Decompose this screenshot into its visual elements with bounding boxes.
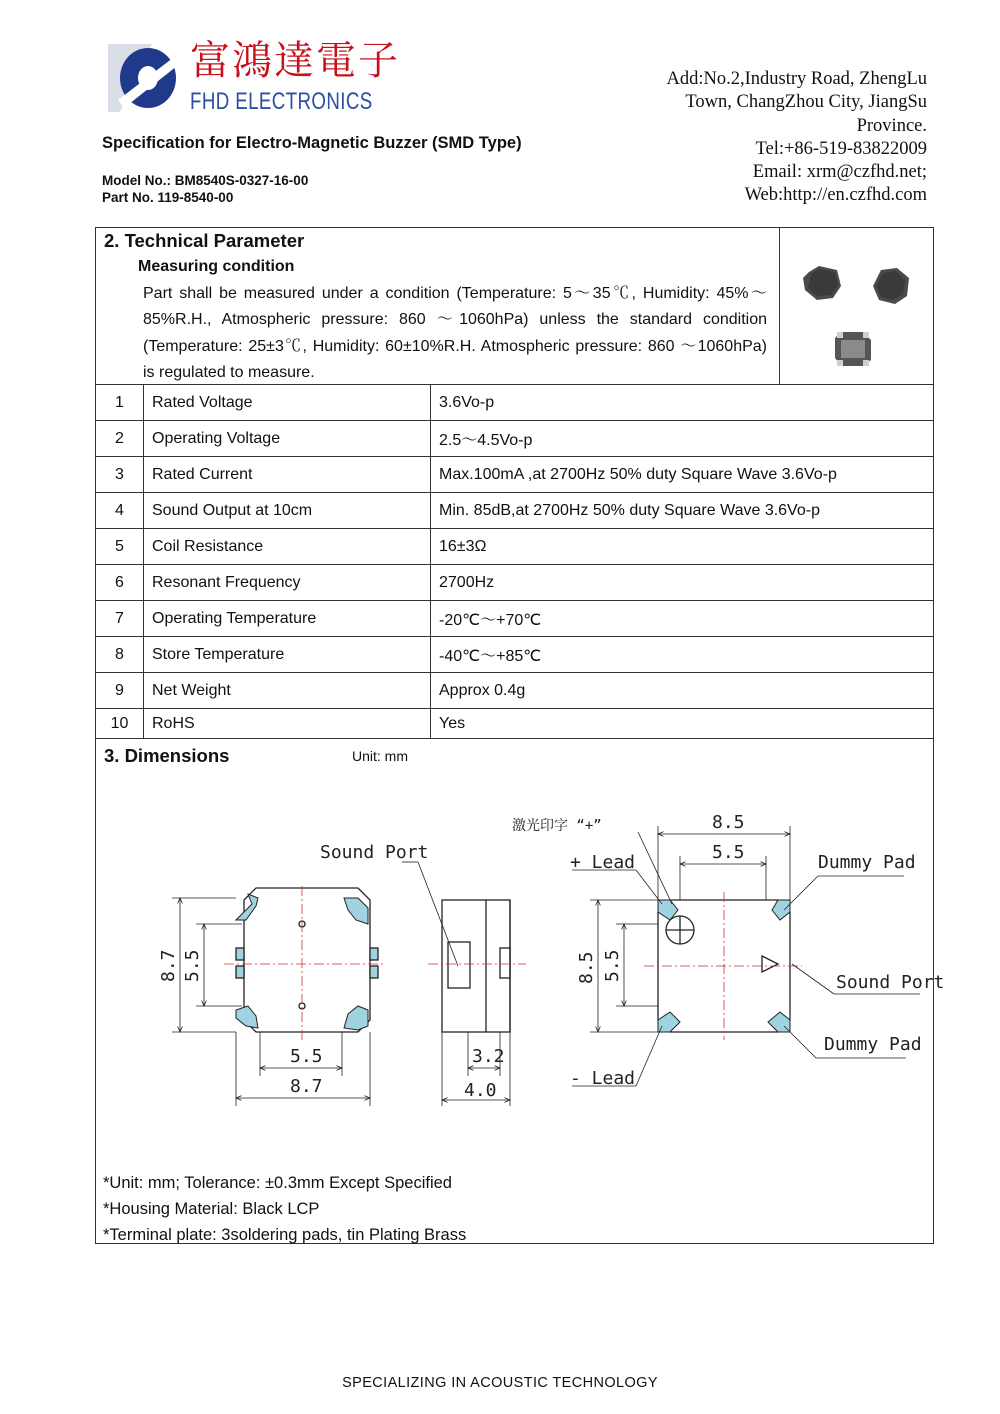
measuring-condition-text: Part shall be measured under a condition (Temperature: 5～35℃, Humidity: 45%～85%R.H., Atmospheric pressure: 860 ～1060hPa) unless the standard condition (Temperature: 25±3℃, Humidity: 60±10%R.H. Atmospheric pressure: 860 ～1060hPa) is regulated to measure. (143, 285, 768, 381)
row-number: 6 (96, 565, 144, 601)
label-sound-port-bottom: Sound Port (836, 972, 945, 993)
parameter-name: Resonant Frequency (144, 565, 431, 601)
buzzer-photo-2 (873, 268, 909, 304)
parameter-name: Net Weight (144, 673, 431, 709)
dimensions-unit: Unit: mm (352, 748, 408, 764)
dim-front-8-7: 8.7 (290, 1076, 323, 1097)
table-row (96, 709, 934, 739)
row-number: 2 (96, 421, 144, 457)
buzzer-photo-1 (803, 266, 841, 300)
parameter-table (95, 384, 934, 739)
note-housing: *Housing Material: Black LCP (103, 1200, 320, 1218)
table-row (96, 529, 934, 565)
parameter-name: Rated Current (144, 457, 431, 493)
row-number: 4 (96, 493, 144, 529)
parameter-name: Operating Voltage (144, 421, 431, 457)
dim-front-height-5-5: 5.5 (182, 949, 203, 982)
buzzer-photo-3 (835, 332, 871, 366)
dim-bottom-5-5: 5.5 (712, 842, 745, 863)
parameter-value: Approx 0.4g (431, 673, 934, 709)
dim-front-5-5: 5.5 (290, 1046, 323, 1067)
parameter-value: Yes (431, 709, 934, 739)
dim-bottom-8-5: 8.5 (712, 812, 745, 833)
logo-chinese-name: 富鴻達電子 (190, 38, 400, 84)
dimensions-heading: 3. Dimensions (104, 745, 230, 766)
dim-bottom-height-5-5: 5.5 (602, 949, 623, 982)
dim-side-4-0: 4.0 (464, 1080, 497, 1101)
parameter-name: Sound Output at 10cm (144, 493, 431, 529)
dimension-drawing (96, 770, 945, 1120)
row-number: 10 (96, 709, 144, 739)
dimension-notes (103, 1170, 466, 1248)
technical-parameter-heading: 2. Technical Parameter (104, 230, 305, 251)
phone-line: Tel:+86-519-83822009 (755, 138, 927, 159)
table-row (96, 673, 934, 709)
model-info (102, 172, 308, 206)
row-number: 8 (96, 637, 144, 673)
note-tolerance: *Unit: mm; Tolerance: ±0.3mm Except Specified (103, 1174, 452, 1192)
row-number: 5 (96, 529, 144, 565)
address-line: Add:No.2,Industry Road, ZhengLu (666, 69, 927, 89)
logo-english-name: FHD ELECTRONICS (190, 88, 373, 115)
row-number: 3 (96, 457, 144, 493)
label-sound-port-side: Sound Port (320, 842, 429, 863)
side-view (402, 862, 526, 1106)
parameter-value: -40℃～+85℃ (431, 637, 934, 673)
model-number: Model No.: BM8540S-0327-16-00 (102, 173, 309, 188)
table-row (96, 385, 934, 421)
parameter-value: Max.100mA ,at 2700Hz 50% duty Square Wave 3.6Vo-p (431, 457, 934, 493)
company-logo-mark (100, 40, 184, 116)
parameter-value: 16±3Ω (431, 529, 934, 565)
table-row (96, 421, 934, 457)
email-line: Email: xrm@czfhd.net; (752, 162, 927, 183)
table-row (96, 565, 934, 601)
parameter-value: 3.6Vo-p (431, 385, 934, 421)
label-laser-mark: 激光印字 “+” (512, 818, 602, 834)
parameter-name: Store Temperature (144, 637, 431, 673)
parameter-name: Operating Temperature (144, 601, 431, 637)
parameter-value: 2.5～4.5Vo-p (431, 421, 934, 457)
part-number: Part No. 119-8540-00 (102, 190, 234, 205)
measuring-condition-heading: Measuring condition (138, 258, 295, 275)
parameter-value: -20℃～+70℃ (431, 601, 934, 637)
dim-bottom-height-8-5: 8.5 (576, 951, 597, 984)
label-minus-lead: - Lead (570, 1068, 636, 1089)
parameter-value: 2700Hz (431, 565, 934, 601)
parameter-name: Coil Resistance (144, 529, 431, 565)
row-number: 1 (96, 385, 144, 421)
spec-title: Specification for Electro-Magnetic Buzzer (SMD Type) (102, 134, 522, 152)
web-line: Web:http://en.czfhd.com (744, 185, 927, 206)
front-view (172, 886, 386, 1106)
row-number: 9 (96, 673, 144, 709)
page-footer: SPECIALIZING IN ACOUSTIC TECHNOLOGY (342, 1375, 658, 1391)
address-line: Province. (856, 115, 927, 136)
row-number: 7 (96, 601, 144, 637)
label-dummy-pad-top: Dummy Pad (818, 852, 916, 873)
parameter-name: Rated Voltage (144, 385, 431, 421)
company-address (597, 68, 927, 208)
label-plus-lead: + Lead (570, 852, 636, 873)
table-row (96, 457, 934, 493)
label-dummy-pad-bottom: Dummy Pad (824, 1034, 922, 1055)
buzzer-product-photo (781, 228, 933, 384)
dim-side-3-2: 3.2 (472, 1046, 505, 1067)
parameter-value: Min. 85dB,at 2700Hz 50% duty Square Wave 3.6Vo-p (431, 493, 934, 529)
table-row (96, 601, 934, 637)
note-terminal: *Terminal plate: 3soldering pads, tin Plating Brass (103, 1226, 467, 1244)
parameter-name: RoHS (144, 709, 431, 739)
address-line: Town, ChangZhou City, JiangSu (685, 92, 927, 113)
dim-front-height-8-7: 8.7 (158, 949, 179, 982)
table-row (96, 493, 934, 529)
table-row (96, 637, 934, 673)
